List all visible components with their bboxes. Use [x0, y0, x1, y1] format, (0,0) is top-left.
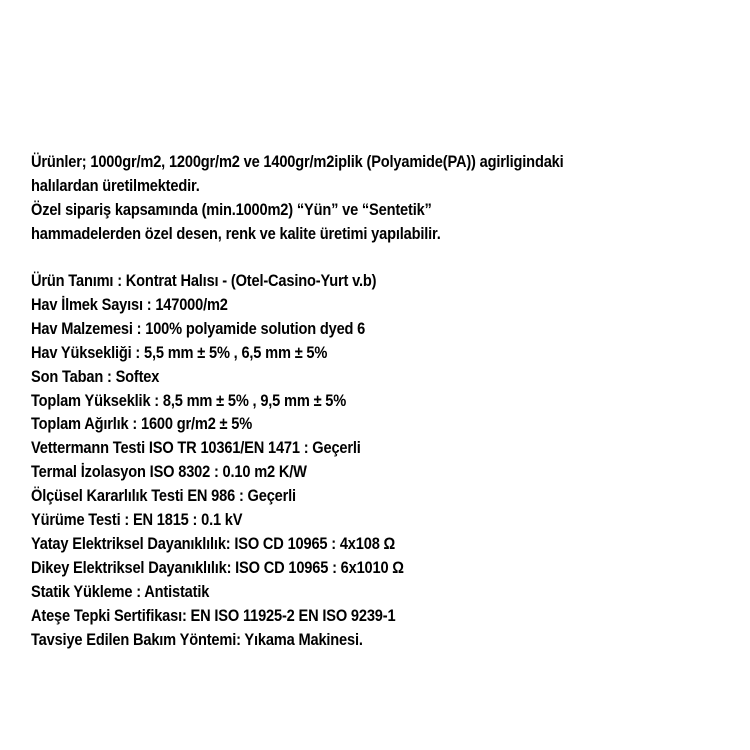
spec-item: Yatay Elektriksel Dayanıklılık: ISO CD 10965 : 4x108 Ω [31, 533, 396, 553]
spec-item: Dikey Elektriksel Dayanıklılık: ISO CD 10965 : 6x1010 Ω [31, 557, 404, 577]
spec-item: Hav Malzemesi : 100% polyamide solution dyed 6 [31, 318, 366, 338]
spec-item: Tavsiye Edilen Bakım Yöntemi: Yıkama Makinesi. [31, 629, 363, 649]
intro-line: Ürünler; 1000gr/m2, 1200gr/m2 ve 1400gr/m2iplik (Polyamide(PA)) agirligindaki [31, 152, 564, 171]
spec-item: Yürüme Testi : EN 1815 : 0.1 kV [31, 510, 243, 530]
intro-line: halılardan üretilmektedir. [31, 176, 200, 195]
spec-list [31, 269, 465, 652]
spec-item: Ölçüsel Kararlılık Testi EN 986 : Geçerli [31, 486, 296, 506]
spec-item: Ateşe Tepki Sertifikası: EN ISO 11925-2 EN ISO 9239-1 [31, 605, 396, 625]
spec-item: Termal İzolasyon ISO 8302 : 0.10 m2 K/W [31, 462, 307, 482]
spec-item: Toplam Yükseklik : 8,5 mm ± 5% , 9,5 mm ± 5% [31, 390, 347, 410]
intro-line: hammadelerden özel desen, renk ve kalite üretimi yapılabilir. [31, 224, 441, 243]
spec-item: Son Taban : Softex [31, 366, 160, 386]
intro-line: Özel sipariş kapsamında (min.1000m2) “Yün” ve “Sentetik” [31, 200, 432, 219]
spec-item: Statik Yükleme : Antistatik [31, 581, 210, 601]
spec-item: Ürün Tanımı : Kontrat Halısı - (Otel-Casino-Yurt v.b) [31, 271, 377, 290]
intro-paragraph [31, 150, 650, 246]
spec-item: Hav İlmek Sayısı : 147000/m2 [31, 294, 228, 314]
spec-item: Toplam Ağırlık : 1600 gr/m2 ± 5% [31, 414, 253, 434]
spec-item: Vettermann Testi ISO TR 10361/EN 1471 : Geçerli [31, 438, 361, 458]
spec-item: Hav Yüksekliği : 5,5 mm ± 5% , 6,5 mm ± 5% [31, 342, 328, 362]
